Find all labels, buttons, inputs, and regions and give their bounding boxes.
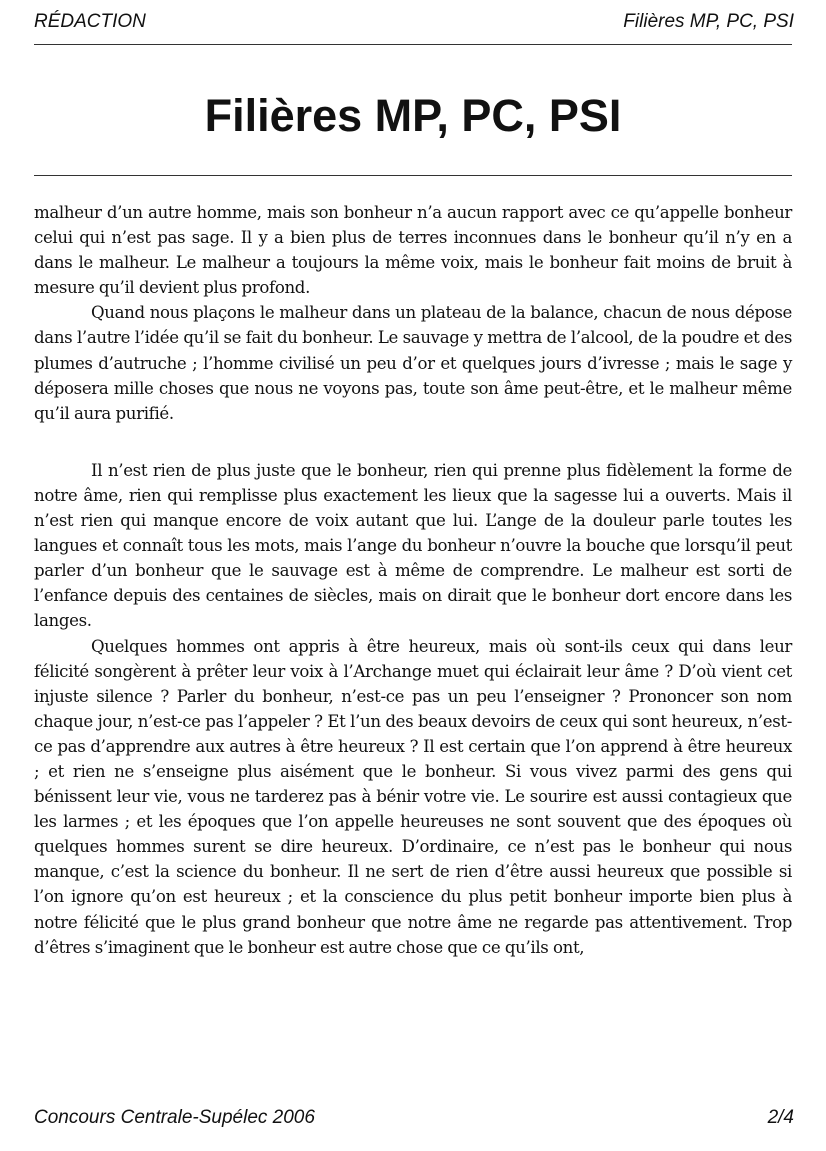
- paragraph: Quand nous plaçons le malheur dans un plateau de la balance, chacun de nous dépose dans l’autre l’idée qu’il se fait du bonheur. Le sauvage y mettra de l’alcool, de la poudre et des plumes d’autruche ; l’homme civilisé un peu d’or et quelques jours d’ivresse ; mais le sage y déposera mille choses que nous ne voyons pas, toute son âme peut-être, et le malheur même qu’il aura purifié.: [34, 303, 792, 423]
- page-number: 2/4: [767, 1107, 794, 1128]
- paragraph: Quelques hommes ont appris à être heureux, mais où sont-ils ceux qui dans leur félicité songèrent à prêter leur voix à l’Archange muet qui éclairait leur âme ? D’où vient cet injuste silence ? Parler du bonheur, n’est-ce pas un peu l’enseigner ? Prononcer son nom chaque jour, n’est-ce pas l’appeler ? Et l’un des beaux devoirs de ceux qui sont heureux, n’est-ce pas d’apprendre aux autres à être heureux ? Il est certain que l’on apprend à être heureux ; et rien ne s’enseigne plus aisément que le bonheur. Si vous vivez parmi des gens qui bénissent leur vie, vous ne tarderez pas à bénir votre vie. Le sourire est aussi contagieux que les larmes ; et les époques que l’on appelle heureuses ne sont souvent que des époques où quelques hommes surent se dire heureux. D’ordinaire, ce n’est pas le bonheur qui nous manque, c’est la science du bonheur. Il ne sert de rien d’être aussi heureux que possible si l’on ignore qu’on est heureux ; et la conscience du plus petit bonheur importe bien plus à notre félicité que le plus grand bonheur que notre âme ne regarde pas attentivement. Trop d’êtres s’imaginent que le bonheur est autre chose que ce qu’ils ont,: [34, 636, 792, 957]
- paragraph: malheur d’un autre homme, mais son bonheur n’a aucun rapport avec ce qu’appelle bonheur celui qui n’est pas sage. Il y a bien plus de terres inconnues dans le bonheur qu’il n’y en a dans le malheur. Le malheur a toujours la même voix, mais le bonheur fait moins de bruit à mesure qu’il devient plus profond.: [34, 203, 792, 298]
- paragraph: Il n’est rien de plus juste que le bonheur, rien qui prenne plus fidèlement la forme de notre âme, rien qui remplisse plus exactement les lieux que la sagesse lui a ouverts. Mais il n’est rien qui manque encore de voix autant que lui. L’ange de la douleur parle toutes les langues et connaît tous les mots, mais l’ange du bonheur n’ouvre la bouche que lorsqu’il peut parler d’un bonheur que le sauvage est à même de comprendre. Le malheur est sorti de l’enfance depuis des centaines de siècles, mais on dirait que le bonheur dort encore dans les langes.: [34, 460, 792, 631]
- header-divider: [34, 44, 792, 45]
- footer-exam-name: Concours Centrale-Supélec 2006: [34, 1107, 315, 1128]
- document-body: [34, 200, 792, 960]
- header-section-label: RÉDACTION: [34, 11, 146, 32]
- header-track-label: Filières MP, PC, PSI: [623, 11, 794, 32]
- page-title: Filières MP, PC, PSI: [204, 90, 622, 142]
- title-divider: [34, 175, 792, 176]
